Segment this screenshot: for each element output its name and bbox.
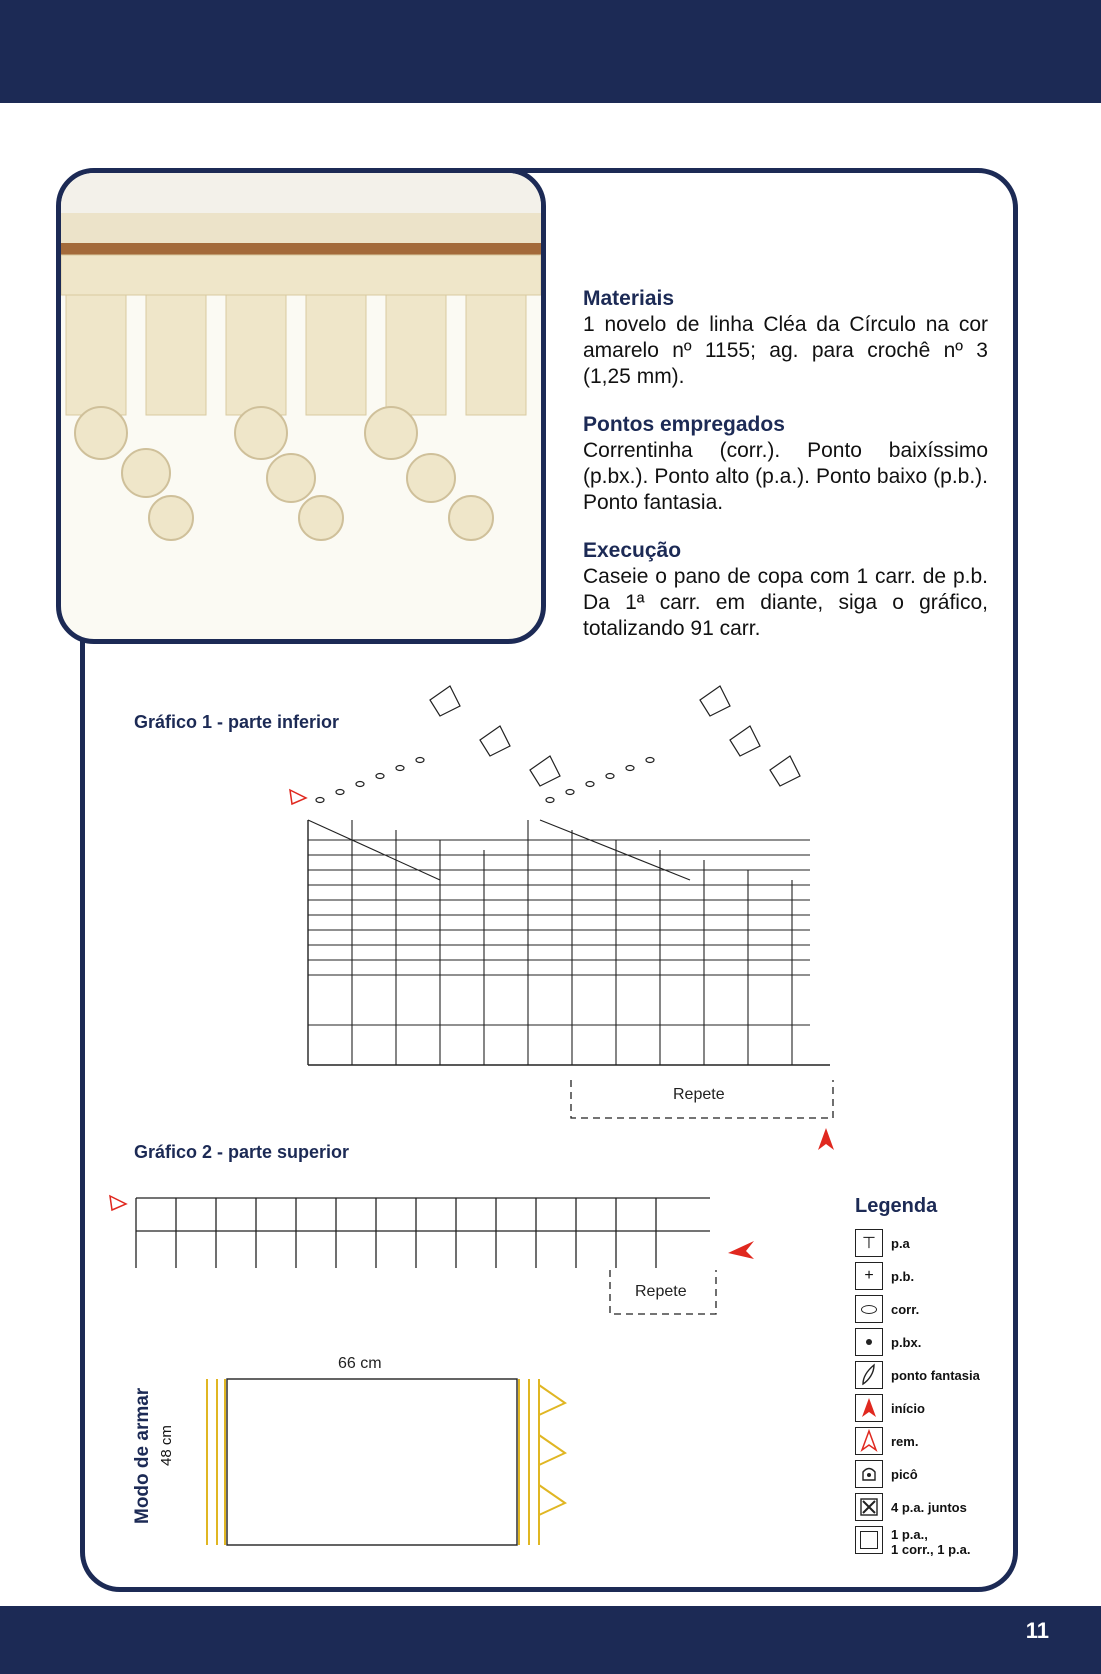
assembly-width-label: 66 cm xyxy=(338,1355,382,1372)
execution-text: Caseie o pano de copa com 1 carr. de p.b. Da 1ª carr. em diante, siga o gráfico, totalizando 91 carr. xyxy=(583,565,988,640)
header-band xyxy=(0,0,1101,103)
legend-item xyxy=(855,1493,1035,1526)
chart1-repeat-label: Repete xyxy=(673,1086,725,1103)
legend-item-label: p.bx. xyxy=(891,1335,922,1350)
legend-item-label xyxy=(891,1527,971,1557)
legend-item-label: p.b. xyxy=(891,1269,915,1284)
four-pa-together-icon xyxy=(855,1493,883,1521)
chart2-title: Gráfico 2 - parte superior xyxy=(134,1142,350,1162)
legend-item-label: picô xyxy=(891,1467,918,1482)
legend-item-label-line1: 1 p.a., xyxy=(891,1527,928,1542)
start-arrow-icon xyxy=(855,1394,883,1422)
chart1-title: Gráfico 1 - parte inferior xyxy=(134,712,340,732)
materials-text: 1 novelo de linha Cléa da Círculo na cor amarelo nº 1155; ag. para crochê nº 3 (1,25 mm). xyxy=(583,313,988,388)
legend-item xyxy=(855,1295,1035,1328)
legend-item xyxy=(855,1328,1035,1361)
legend-item-label: ponto fantasia xyxy=(891,1368,980,1383)
page-number: 11 xyxy=(1025,1618,1049,1643)
stitches-heading: Pontos empregados xyxy=(583,413,785,436)
stitches-text: Correntinha (corr.). Ponto baixíssimo (p.bx.). Ponto alto (p.a.). Ponto baixo (p.b.). Ponto fantasia. xyxy=(583,439,988,514)
p-bx-symbol-icon xyxy=(855,1328,883,1356)
legend xyxy=(855,1229,1035,1566)
legend-item-label: início xyxy=(891,1401,925,1416)
chart2-diagram xyxy=(110,1168,710,1268)
corr-symbol-icon xyxy=(855,1295,883,1323)
legend-item xyxy=(855,1361,1035,1394)
legend-item-label: rem. xyxy=(891,1434,919,1449)
chart1-diagram xyxy=(290,680,850,1060)
legend-item-label: 4 p.a. juntos xyxy=(891,1500,967,1515)
p-a-symbol-icon: ⊤ xyxy=(855,1229,883,1257)
chart2-end-arrow xyxy=(728,1241,756,1259)
legend-item xyxy=(855,1460,1035,1493)
assembly-height-label: 48 cm xyxy=(158,1425,175,1466)
legend-item xyxy=(855,1394,1035,1427)
legend-item xyxy=(855,1427,1035,1460)
assembly-title: Modo de armar xyxy=(132,1387,153,1524)
execution-heading: Execução xyxy=(583,539,682,562)
chart2-repeat-label: Repete xyxy=(635,1283,687,1300)
legend-item xyxy=(855,1262,1035,1295)
p-b-symbol-icon: + xyxy=(855,1262,883,1290)
assembly-diagram xyxy=(195,1375,585,1555)
chart2-start-marker xyxy=(110,1196,126,1210)
fantasy-stitch-icon xyxy=(855,1361,883,1389)
crochet-edging-photo xyxy=(56,168,546,644)
empty-square-icon xyxy=(855,1526,883,1554)
rem-arrow-icon xyxy=(855,1427,883,1455)
legend-item xyxy=(855,1229,1035,1262)
legend-item-label: corr. xyxy=(891,1302,920,1317)
chart1-end-arrow xyxy=(816,1128,836,1152)
legend-item xyxy=(855,1526,1035,1566)
materials-heading: Materiais xyxy=(583,287,675,310)
footer-band xyxy=(0,1606,1101,1674)
legend-title: Legenda xyxy=(855,1195,938,1217)
instructions-block xyxy=(583,286,988,664)
chart1-start-marker xyxy=(290,790,306,804)
pico-symbol-icon xyxy=(855,1460,883,1488)
legend-item-label-line2: 1 corr., 1 p.a. xyxy=(891,1542,971,1557)
legend-item-label: p.a xyxy=(891,1236,910,1251)
